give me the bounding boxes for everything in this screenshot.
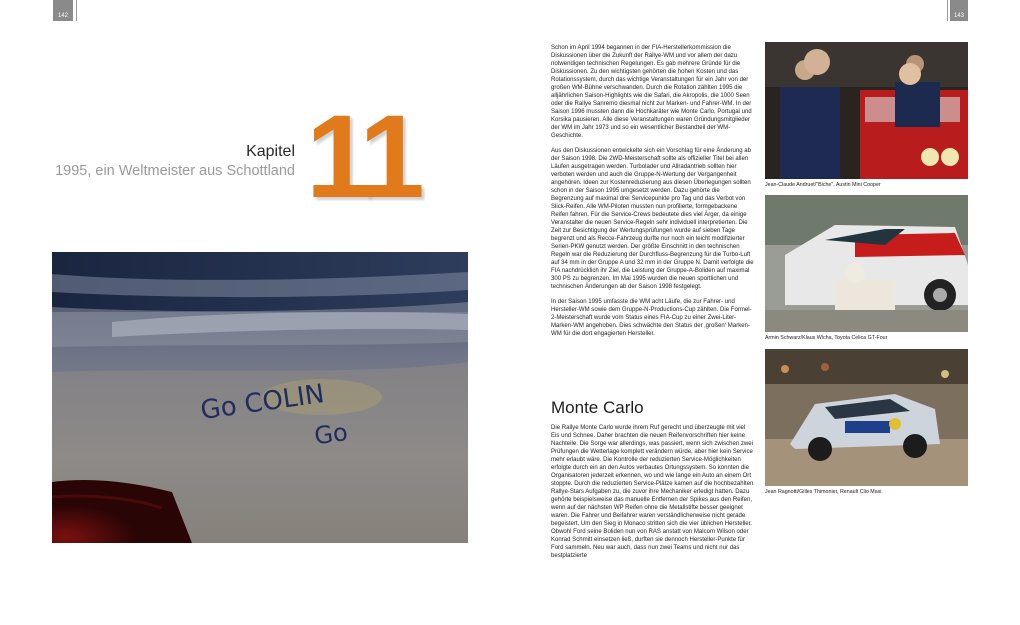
section-heading: Monte Carlo (551, 398, 644, 417)
body-text-column (551, 44, 754, 345)
body-paragraph-1: Schon im April 1994 begannen in der FIA-Herstellerkommission die Diskussionen über die Zukunft der Rallye-WM und vor allem der dazu notwendigen technischen Regelungen. Es gab mehrere Gründe für die Diskussionen. Zu den wichtigsten gehörten die hohen Kosten und das Rotationssystem, durch das wichtige Veranstaltungen für ein Jahr von der großen WM-Bühne verschwanden. Durch die Rotation zählten 1995 die alljährlichen Saison-Highlights wie die Safari, die Akropolis, die 1000 Seen oder die Rallye Sanremo diesmal nicht zur Marken- und Fahrer-WM. In der Saison 1996 mussten dann die Hochkaräter wie Monte Carlo, Portugal und Korsika pausieren. Alle diese Veranstaltungen waren Gründungsmitglieder der WM im Jahr 1973 und so ein wesentlicher Bestandteil der WM-Geschichte. (551, 45, 752, 139)
body-paragraph-2: Aus den Diskussionen entwickelte sich ein Vorschlag für eine Änderung ab der Saison 1998. Die 2WD-Meisterschaft sollte als offizieller Titel bei allen Läufen ausgetragen werden. Turbolader und Allradantrieb sollten hier verboten werden und auch die Gruppe-N-Wertung der Vergangenheit angehören. Ideen zur Kostenreduzierung aus diesen Überlegungen sollten schon in der Saison 1995 umgesetzt werden. Dazu gehörte die Begrenzung auf maximal drei Servicepunkte pro Tag und das Verbot von Slick-Reifen. Alle WM-Piloten mussten nun profilierte, formgebackene Reifen fahren. Für die Service-Crews bedeutete dies viel Ärger, da einige Veranstalter die neuen Service-Regeln sehr individuell interpretierten. Die Zeit zur Besichtigung der Wertungsprüfungen wurde auf sieben Tage begrenzt und als Recce-Fahrzeug durfte nur noch ein leicht modifizierter Serien-PKW genutzt werden. Der größte Einschnitt in den technischen Regeln war die Reduzierung der Durchfluss-Begrenzung für die Turbo-Luft auf 34 mm in der Gruppe A und 32 mm in der Gruppe N. Damit verfolgte die FIA nachdrücklich ihr Ziel, die Leistung der Gruppe-A-Boliden auf maximal 300 PS zu begrenzen. Im Mai 1995 wurden die neuen sportlichen und technischen Änderungen ab der Saison 1998 festgelegt. (551, 148, 754, 290)
svg-text:Go: Go (312, 417, 350, 451)
caption-photo-2: Armin Schwarz/Klaus Wicha, Toyota Celica GT-Four (765, 335, 888, 341)
renault-clio-image (765, 349, 968, 486)
section-text-column (551, 424, 754, 567)
page-number-right: 143 (950, 0, 968, 21)
photo-mini-cooper (765, 42, 968, 179)
chapter-number: 11 (306, 91, 419, 223)
photo-renault-clio (765, 349, 968, 486)
body-paragraph-3: In der Saison 1995 umfasste die WM acht Läufe, die zur Fahrer- und Hersteller-WM sowie dem Gruppe-N-Productions-Cup zählten. Die Formel-2-Meisterschaft wurde vom Status eines FIA-Cup zu einer Zwei-Liter-Marken-WM angehoben. Dies schwächte den Status der ‚großen‘ Marken-WM für die dort engagierten Hersteller. (551, 299, 752, 337)
margin-rule-left (76, 0, 77, 21)
mini-cooper-image (765, 42, 968, 179)
caption-photo-3: Jean Ragnotti/Gilles Thimonier, Renault Clio Maxi (765, 489, 882, 495)
toyota-celica-image (765, 195, 968, 332)
section-paragraph-1: Die Rallye Monte Carlo wurde ihrem Ruf gerecht und überzeugte mit viel Eis und Schnee. Daher brachten die neuen Reifenvorschriften hier keine Nachteile. Die Sorge war allerdings, was passiert, wenn sich zwischen zwei Prüfungen die Wetterlage komplett verändern würde, aber hier kein Service mehr erlaubt wäre. Die Kontrolle der reduzierten Service-Möglichkeiten erfolgte durch ein an den Autos verbautes Ortungssystem. So konnten die Organisatoren jederzeit erkennen, wo und wie lange ein Auto an einem Ort stoppte. Durch die reduzierten Service-Plätze kamen auf die hochbezahlten Rallye-Stars Aufgaben zu, die zuvor ihre Mechaniker erledigt hatten. Dazu gehörte beispielsweise das manuelle Entfernen der Spikes aus den Reifen, wenn auf der nächsten WP Reifen ohne die Metallstifte besser geeignet waren. Die Fahrer und Beifahrer waren verständlicherweise nicht gerade begeistert. Um den Sieg in Monaco stritten sich die vier üblichen Hersteller. Obwohl Ford seine Boliden nun von RAS anstatt von Malcom Wilson oder Konrad Schmitt einsetzen ließ, durften sie dennoch Hersteller-Punkte für Ford sammeln. Neu war auch, dass nun zwei Teams und nicht nur das bestplatzierte (551, 425, 754, 559)
main-photo (52, 252, 468, 543)
margin-rule-right (947, 0, 948, 21)
page-number-left: 142 (53, 0, 73, 21)
photo-toyota-celica (765, 195, 968, 332)
chapter-label: Kapitel (246, 143, 295, 160)
dirty-car-panel-image (52, 252, 468, 543)
caption-photo-1: Jean-Claude Andruet/"Biche", Austin Mini Cooper (765, 182, 881, 188)
svg-text:Go COLIN: Go COLIN (198, 379, 327, 427)
chapter-subtitle: 1995, ein Weltmeister aus Schottland (55, 163, 295, 179)
